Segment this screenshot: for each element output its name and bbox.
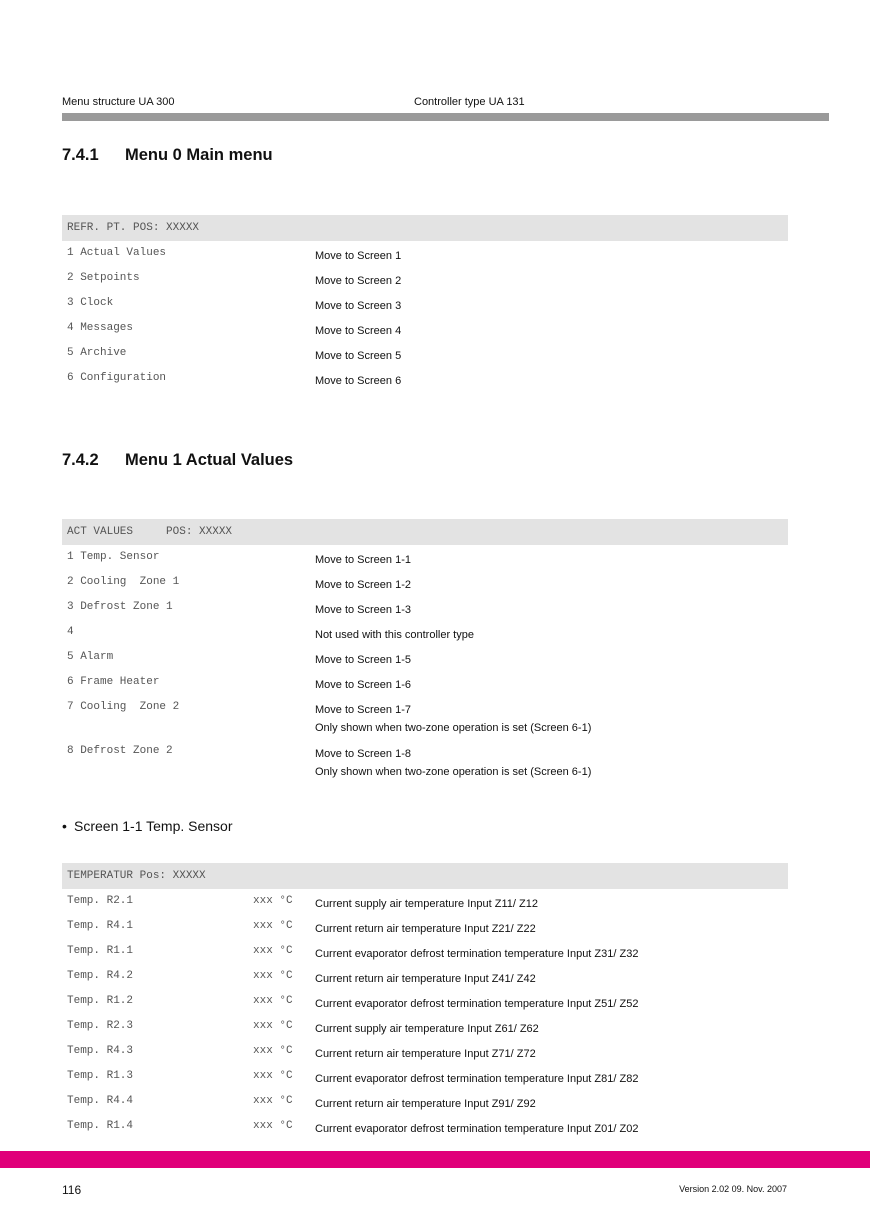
temp-sensor-table [62,863,788,1139]
row-description: Move to Screen 1-3 [315,604,411,616]
page-number: 116 [62,1183,82,1197]
main-menu-table [62,215,788,391]
row-description: Current evaporator defrost termination temperature Input Z31/ Z32 [315,948,639,960]
table-row [62,1039,788,1064]
row-label: 1 Temp. Sensor [67,551,160,563]
table-row [62,545,788,570]
row-label: Temp. R2.3 [67,1020,134,1032]
table-row [62,620,788,645]
row-description: Move to Screen 4 [315,325,402,337]
row-description: Current return air temperature Input Z91/ Z92 [315,1098,536,1110]
row-description [315,701,591,737]
table-row [62,889,788,914]
row-description: Move to Screen 1-1 [315,554,411,566]
row-label: Temp. R4.4 [67,1095,134,1107]
row-label: 3 Defrost Zone 1 [67,601,173,613]
table-row [62,1114,788,1139]
row-value: xxx °C [253,1095,293,1107]
row-value: xxx °C [253,895,293,907]
row-description: Current supply air temperature Input Z11/ Z12 [315,898,538,910]
row-description: Move to Screen 1-2 [315,579,411,591]
row-description: Move to Screen 2 [315,275,402,287]
bullet-icon: • [62,818,67,834]
table-row [62,939,788,964]
bullet-title: Screen 1-1 Temp. Sensor [74,818,233,834]
table-header: ACT VALUES POS: XXXXX [62,519,788,545]
row-label: Temp. R1.4 [67,1120,134,1132]
running-header-left: Menu structure UA 300 [62,96,175,108]
row-label: 7 Cooling Zone 2 [67,701,180,713]
row-label: 1 Actual Values [67,247,167,259]
row-value: xxx °C [253,920,293,932]
row-description: Current return air temperature Input Z21/ Z22 [315,923,536,935]
section-heading-741 [62,146,273,165]
row-description-note: Only shown when two-zone operation is set (Screen 6-1) [315,766,592,778]
row-value: xxx °C [253,1020,293,1032]
table-row [62,366,788,391]
table-row [62,595,788,620]
table-row [62,989,788,1014]
row-description: Not used with this controller type [315,629,474,641]
row-description [315,745,591,781]
table-row [62,1089,788,1114]
section-number: 7.4.2 [62,451,99,469]
footer-accent-bar [0,1151,870,1168]
table-row [62,739,788,783]
row-label: 2 Setpoints [67,272,140,284]
row-description-note: Only shown when two-zone operation is set (Screen 6-1) [315,722,592,734]
section-title: Menu 0 Main menu [125,146,273,164]
table-row [62,241,788,266]
row-value: xxx °C [253,1070,293,1082]
table-row [62,341,788,366]
table-row [62,964,788,989]
row-label: 6 Frame Heater [67,676,160,688]
row-label: 4 [67,626,74,638]
row-label: Temp. R1.1 [67,945,134,957]
row-description: Move to Screen 5 [315,350,402,362]
row-description: Current evaporator defrost termination temperature Input Z81/ Z82 [315,1073,639,1085]
table-row [62,670,788,695]
row-label: Temp. R4.3 [67,1045,134,1057]
row-label: 2 Cooling Zone 1 [67,576,180,588]
running-header-center: Controller type UA 131 [414,96,525,108]
row-label: Temp. R4.1 [67,920,134,932]
table-row [62,291,788,316]
row-description: Current evaporator defrost termination temperature Input Z01/ Z02 [315,1123,639,1135]
section-heading-742 [62,451,293,470]
row-description: Move to Screen 1-6 [315,679,411,691]
row-description: Move to Screen 3 [315,300,402,312]
section-title: Menu 1 Actual Values [125,451,294,469]
section-number: 7.4.1 [62,146,99,164]
row-description-main: Move to Screen 1-7 [315,704,411,716]
row-label: 8 Defrost Zone 2 [67,745,173,757]
table-row [62,695,788,739]
row-value: xxx °C [253,1120,293,1132]
row-label: 6 Configuration [67,372,167,384]
row-description: Move to Screen 6 [315,375,402,387]
table-row [62,266,788,291]
row-description: Current return air temperature Input Z71/ Z72 [315,1048,536,1060]
table-row [62,1014,788,1039]
table-header: REFR. PT. POS: XXXXX [62,215,788,241]
row-value: xxx °C [253,945,293,957]
row-label: Temp. R1.3 [67,1070,134,1082]
table-row [62,914,788,939]
table-row [62,645,788,670]
table-row [62,570,788,595]
table-row [62,1064,788,1089]
row-description: Current evaporator defrost termination temperature Input Z51/ Z52 [315,998,639,1010]
row-value: xxx °C [253,970,293,982]
row-label: Temp. R1.2 [67,995,134,1007]
row-label: Temp. R2.1 [67,895,134,907]
table-header: TEMPERATUR Pos: XXXXX [62,863,788,889]
row-label: 4 Messages [67,322,134,334]
table-row [62,316,788,341]
header-divider [62,113,829,121]
row-description-main: Move to Screen 1-8 [315,748,411,760]
version-info: Version 2.02 09. Nov. 2007 [679,1184,787,1194]
row-label: 5 Archive [67,347,127,359]
row-description: Current return air temperature Input Z41/ Z42 [315,973,536,985]
row-label: Temp. R4.2 [67,970,134,982]
actual-values-table [62,519,788,783]
row-description: Current supply air temperature Input Z61/ Z62 [315,1023,539,1035]
row-value: xxx °C [253,995,293,1007]
row-description: Move to Screen 1-5 [315,654,411,666]
row-label: 5 Alarm [67,651,114,663]
row-value: xxx °C [253,1045,293,1057]
row-description: Move to Screen 1 [315,250,402,262]
screen-bullet-heading [62,818,233,834]
row-label: 3 Clock [67,297,114,309]
